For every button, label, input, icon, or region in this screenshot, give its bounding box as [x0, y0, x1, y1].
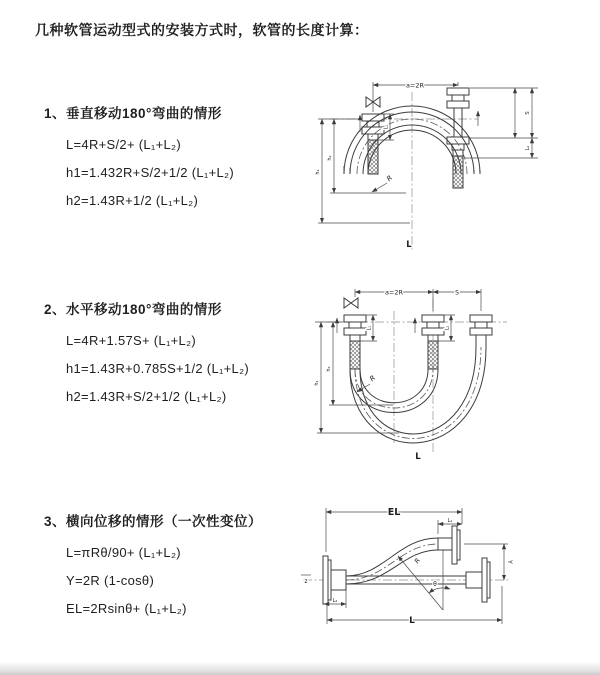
dim-label-h2: h₂	[327, 155, 333, 161]
dimension-h1-h2	[315, 119, 410, 223]
angle-label: θ	[433, 581, 437, 588]
radius-label: R	[385, 173, 395, 184]
dim-label-l1: L₁	[447, 518, 453, 524]
u-bend-moved	[350, 347, 486, 443]
formula-line: L=4R+1.57S+ (L₁+L₂)	[66, 333, 197, 348]
right-pipe-fitting-moved	[470, 315, 492, 347]
formula-line: Y=2R (1-cosθ)	[66, 573, 155, 588]
formula-line: L=4R+S/2+ (L₁+L₂)	[66, 137, 181, 152]
length-label: L	[415, 452, 421, 462]
displaced-hose	[346, 538, 438, 584]
radius-label: R	[368, 373, 378, 384]
diagram-horizontal-bend	[307, 281, 592, 466]
dim-label-h1: h₁	[314, 380, 320, 386]
formula-line: EL=2Rsinθ+ (L₁+L₂)	[66, 601, 187, 616]
dimension-l	[327, 586, 502, 626]
dim-label-s: S	[455, 289, 459, 297]
dim-label-h2: h₂	[326, 366, 332, 372]
dim-label-l: L	[409, 616, 415, 626]
dim-label-l1: L₁	[367, 325, 373, 331]
page-bottom-edge	[0, 661, 600, 675]
braided-hose-left	[350, 341, 360, 369]
formula-line: h1=1.43R+0.785S+1/2 (L₁+L₂)	[66, 361, 250, 376]
right-pipe-fittings	[447, 88, 469, 156]
dimension-a2r	[373, 82, 458, 113]
formula-line: L=πRθ/90+ (L₁+L₂)	[66, 545, 181, 560]
dim-label-l2: L₂	[445, 325, 451, 331]
dim-label-a2r: a=2R	[405, 81, 425, 90]
left-pipe-fitting	[344, 315, 366, 341]
diagram-lateral-displacement	[298, 498, 593, 653]
diagram-vertical-bend	[310, 66, 590, 256]
page-title: 几种软管运动型式的安装方式时，软管的长度计算：	[35, 22, 369, 38]
right-flange	[466, 558, 490, 602]
radius-callout	[372, 174, 394, 192]
formula-line: h2=1.43R+1/2 (L₁+L₂)	[66, 193, 199, 208]
formula-list	[44, 131, 234, 215]
radius-label: R	[412, 556, 422, 566]
top-flange	[438, 526, 460, 564]
section-heading: 1、垂直移动180°弯曲的情形	[44, 106, 222, 121]
dim-label-s: S	[525, 111, 531, 115]
formula-line: h1=1.432R+S/2+1/2 (L₁+L₂)	[66, 165, 234, 180]
section-lateral-displacement	[44, 510, 262, 623]
dim-label-el: EL	[387, 507, 401, 518]
dimension-s	[433, 290, 481, 297]
valve-icon	[344, 298, 358, 308]
formula-list	[44, 327, 249, 411]
dim-label-l2: L₂	[526, 145, 531, 151]
formula-list	[44, 539, 262, 623]
axis-mark-label: z	[304, 578, 308, 585]
section-heading: 2、水平移动180°弯曲的情形	[44, 302, 222, 317]
length-label: L	[406, 240, 412, 250]
dim-label-y: Y	[506, 560, 514, 564]
section-horizontal-movement	[44, 298, 249, 411]
section-vertical-movement	[44, 102, 234, 215]
dim-label-l2: L₂	[332, 598, 338, 604]
left-flange	[323, 556, 346, 604]
dim-label-a2r: a=2R	[384, 288, 404, 297]
braided-hose-left	[368, 140, 378, 174]
section-heading: 3、横向位移的情形（一次性变位）	[44, 514, 263, 529]
formula-line: h2=1.43R+S/2+1/2 (L₁+L₂)	[66, 389, 227, 404]
braided-hose-middle	[428, 341, 438, 369]
dim-label-h1: h₁	[315, 169, 321, 175]
dimension-h1-h2	[314, 322, 399, 433]
dim-label-l1: L₁	[384, 124, 390, 130]
